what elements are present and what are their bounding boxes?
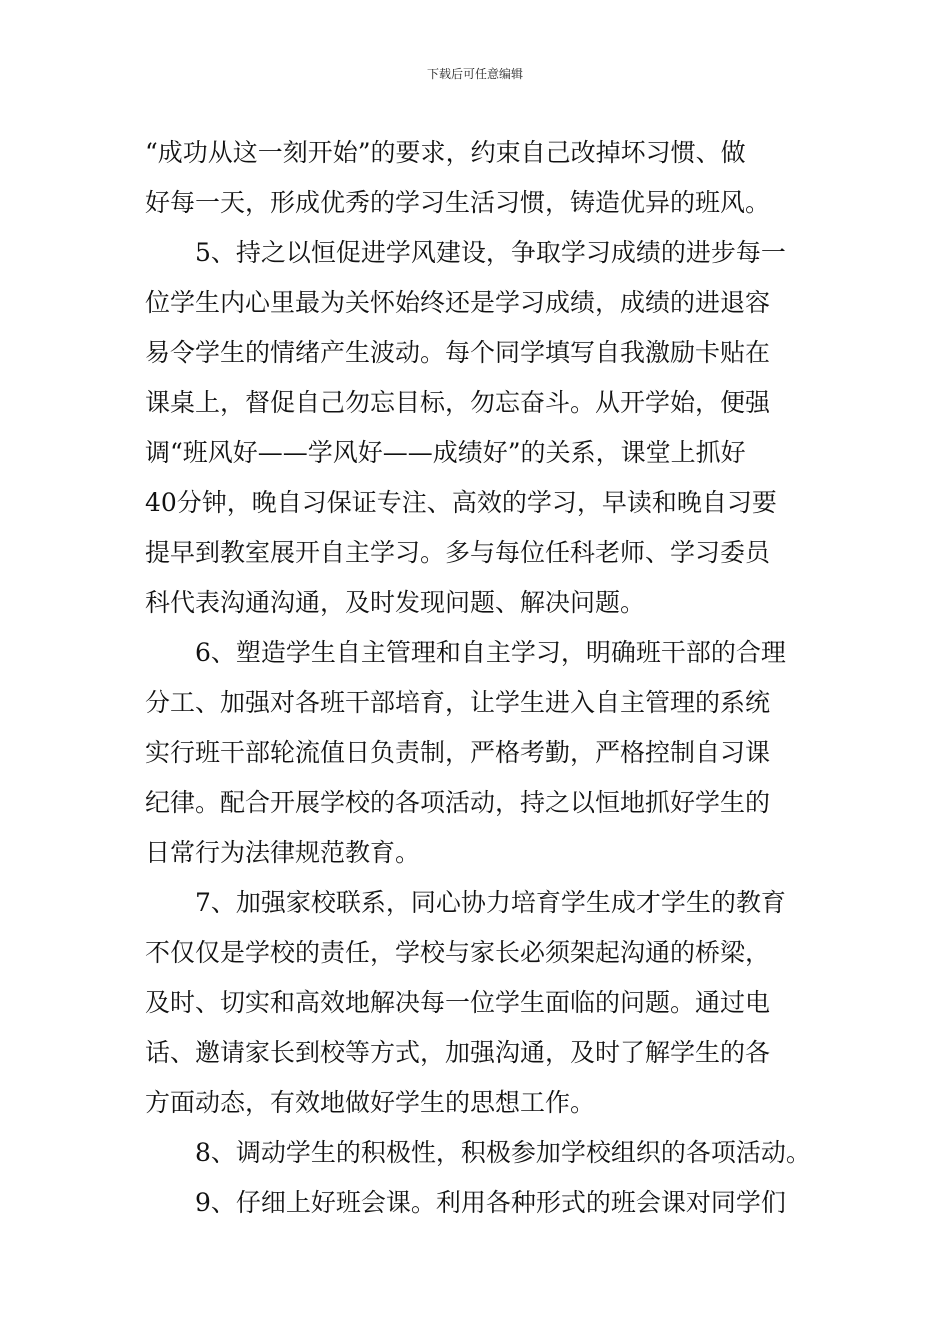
- text-line: 话、邀请家长到校等方式，加强沟通，及时了解学生的各: [145, 1038, 771, 1067]
- page-header: 下载后可任意编辑: [426, 67, 523, 81]
- text-line: 方面动态，有效地做好学生的思想工作。: [145, 1088, 596, 1117]
- text-line: 及时、切实和高效地解决每一位学生面临的问题。通过电: [145, 988, 771, 1017]
- document-body: [145, 128, 815, 1228]
- text-line: 6、塑造学生自主管理和自主学习，明确班干部的合理: [195, 638, 786, 667]
- text-line: 日常行为法律规范教育。: [145, 838, 421, 867]
- text-line: 易令学生的情绪产生波动。每个同学填写自我激励卡贴在: [145, 338, 771, 367]
- text-line: 实行班干部轮流值日负责制，严格考勤，严格控制自习课: [145, 738, 771, 767]
- text-line: 调“班风好——学风好——成绩好”的关系，课堂上抓好: [145, 438, 746, 467]
- text-line: 9、仔细上好班会课。利用各种形式的班会课对同学们: [195, 1188, 786, 1217]
- text-line: 8、调动学生的积极性，积极参加学校组织的各项活动。: [195, 1138, 811, 1167]
- text-line: 课桌上，督促自己勿忘目标，勿忘奋斗。从开学始，便强: [145, 388, 771, 417]
- text-line: 5、持之以恒促进学风建设，争取学习成绩的进步每一: [195, 238, 786, 267]
- text-line: 好每一天，形成优秀的学习生活习惯，铸造优异的班风。: [145, 188, 771, 217]
- text-line: “成功从这一刻开始”的要求，约束自己改掉坏习惯、做: [145, 138, 746, 167]
- text-line: 40分钟，晚自习保证专注、高效的学习，早读和晚自习要: [145, 488, 777, 517]
- text-line: 分工、加强对各班干部培育，让学生进入自主管理的系统: [145, 688, 771, 717]
- text-line: 7、加强家校联系，同心协力培育学生成才学生的教育: [195, 888, 786, 917]
- text-line: 提早到教室展开自主学习。多与每位任科老师、学习委员: [145, 538, 771, 567]
- text-line: 纪律。配合开展学校的各项活动，持之以恒地抓好学生的: [145, 788, 771, 817]
- text-line: 位学生内心里最为关怀始终还是学习成绩，成绩的进退容: [145, 288, 771, 317]
- text-line: 科代表沟通沟通，及时发现问题、解决问题。: [145, 588, 646, 617]
- text-line: 不仅仅是学校的责任，学校与家长必须架起沟通的桥梁，: [145, 938, 771, 967]
